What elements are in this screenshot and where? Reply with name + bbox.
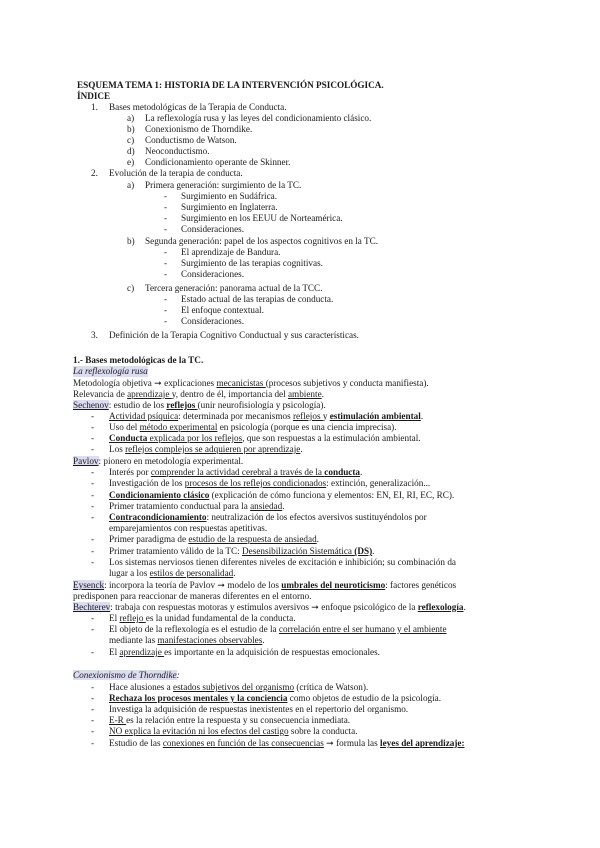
text-run: (explicación de cómo funciona y elementos: EN, EI, RI, EC, RC). [209,490,455,500]
text-run: (unir neurofisiología y psicología). [197,400,326,410]
bullet-dash: - [91,467,95,477]
paragraph-line [73,456,243,467]
text-run: : extinción, generalización... [326,478,431,488]
index-item: Evolución de la terapia de conducta. [109,168,243,178]
paragraph-line [73,378,429,389]
text-run: Primer tratamiento válido de la TC: [109,546,243,556]
bullet-dash: - [164,213,168,223]
text-run: . [321,389,324,399]
text-run: : pionero en metodología experimental. [98,456,244,466]
text-run: es la unidad fundamental de la conducta. [145,613,296,623]
underlined-term: Actividad psíquica [109,411,179,421]
underlined-term: ambiente [287,389,322,399]
key-term: estimulación ambiental [329,411,421,421]
index-subsubitem: Consideraciones. [181,224,245,234]
text-run: Hace alusiones a [109,682,174,692]
text-run: : estudio de los [108,400,167,410]
text-run: , que son respuestas a la estimulación ambiental. [242,433,421,443]
bullet-dash: - [91,501,95,511]
bullet-item [109,478,430,489]
index-subitem: Conexionismo de Thorndike. [145,124,253,134]
index-letter: a) [127,113,135,123]
text-run: . [360,467,363,477]
bullet-item [109,490,454,501]
text-run: El [109,613,120,623]
bullet-dash: - [164,224,168,234]
section-heading: 1.- Bases metodológicas de la TC. [73,355,204,365]
index-subitem: Segunda generación: papel de los aspectos cognitivos en la TC. [145,236,379,246]
text-run: y [322,411,330,421]
bullet-dash: - [91,693,95,703]
index-number: 2. [91,168,98,178]
text-run: Los [109,444,126,454]
index-subitem: La reflexología rusa y las leyes del condicionamiento clásico. [145,113,372,123]
bullet-item [109,467,362,478]
text-run: Primer tratamiento conductual para la [109,501,251,511]
text-run: : determinada por mecanismos [178,411,293,421]
text-run: Uso del [109,422,140,432]
bullet-dash: - [91,738,95,748]
text-run: . [463,602,466,612]
index-letter: d) [127,146,135,156]
text-run: ➞ formula las [323,738,381,748]
index-letter: a) [127,180,135,190]
text-run: sobre la conducta. [288,726,358,736]
bullet-dash: - [164,247,168,257]
text-run: (procesos subjetivos y conducta manifiesta). [265,378,429,388]
key-term: (DS) [354,546,373,556]
bullet-item [109,715,350,726]
index-subsubitem: Surgimiento en los EEUU de Norteamérica. [181,213,343,223]
bullet-item [109,682,368,693]
text-run: lugar a los [109,568,150,578]
text-run: (crítica de Watson). [294,682,369,692]
text-run: . [300,444,303,454]
index-letter: b) [127,236,135,246]
author-name: Pavlov [73,456,99,466]
text-run: mediante las [109,635,158,645]
bullet-dash: - [91,478,95,488]
bullet-dash: - [91,682,95,692]
bullet-dash: - [164,294,168,304]
bullet-item [109,422,397,433]
bullet-continuation [109,568,236,579]
bullet-dash: - [91,411,95,421]
paragraph-line [73,602,466,613]
paragraph-line: predisponen para reaccionar de maneras diferentes en el entorno. [73,591,312,601]
text-run: El [109,647,120,657]
bullet-item: Investiga la adquisición de respuestas inexistentes en el repertorio del organismo. [109,704,409,714]
key-term: umbrales del neuroticismo [281,580,386,590]
key-term: Rechaza los procesos mentales y la conciencia [109,693,288,703]
index-subsubitem: Estado actual de las terapias de conducta. [181,294,334,304]
key-term: Conducta [109,433,148,443]
key-term: reflejos [166,400,198,410]
underlined-term: estudio de la respuesta de ansiedad [188,534,317,544]
index-letter: b) [127,124,135,134]
key-term: leyes del aprendizaje: [380,738,465,748]
underlined-term: Desensibilización Sistemática [242,546,355,556]
bullet-item [109,411,423,422]
text-run: como objetos de estudio de la psicología. [287,693,442,703]
bullet-dash: - [91,512,95,522]
index-subsubitem: El aprendizaje de Bandura. [181,247,281,257]
underlined-term: aprendizaje [127,389,172,399]
bullet-item: Los sistemas nerviosos tienen diferentes niveles de excitación e inhibición; su combinación da [109,557,456,567]
author-name: Eysenck [73,580,105,590]
text-run: . [262,635,265,645]
index-letter: e) [127,157,135,167]
index-number: 3. [91,330,98,340]
subsection-heading: La reflexología rusa [73,366,148,376]
index-subitem: Tercera generación: panorama actual de la TCC. [145,283,323,293]
text-run: : neutralización de los efectos aversivos sustituyéndolos por [206,512,427,522]
bullet-item [109,613,296,624]
text-run: . [420,411,424,421]
bullet-dash: - [91,715,95,725]
index-subitem: Conductismo de Watson. [145,135,237,145]
text-run: Interés por [109,467,151,477]
bullet-item [109,534,319,545]
bullet-dash: - [91,444,95,454]
bullet-dash: - [91,726,95,736]
bullet-dash: - [91,433,95,443]
bullet-dash: - [91,422,95,432]
author-name: Sechenov [73,400,109,410]
bullet-dash: - [91,704,95,714]
bullet-item [109,433,421,444]
key-term: conducta [324,467,361,477]
index-heading: ÍNDICE [77,91,111,101]
text-run: y, dentro de él, importancia del [171,389,288,399]
index-subitem: Condicionamiento operante de Skinner. [145,157,291,167]
paragraph-line [73,400,326,411]
index-subsubitem: Consideraciones. [181,269,245,279]
subsection-title: Conexionismo de Thorndike [73,670,177,680]
index-subitem: Neoconductismo. [145,146,210,156]
text-run: : [176,670,180,680]
index-letter: c) [127,283,135,293]
subsection-heading [73,670,180,681]
index-subsubitem: Surgimiento de las terapias cognitivas. [181,258,323,268]
underlined-term: reflejos complejos se adquieren por aprendizaje [125,444,301,454]
underlined-term: explicada por los reflejos [147,433,243,443]
bullet-item [109,501,285,512]
bullet-item [109,546,374,557]
text-run: Relevancia de [73,389,128,399]
index-number: 1. [91,102,98,112]
bullet-dash: - [164,191,168,201]
bullet-dash: - [91,546,95,556]
author-name: Bechterev [73,602,111,612]
underlined-term: manifestaciones observables [157,635,263,645]
underlined-term: reflejos [292,411,323,421]
text-run: en psicología (porque es una ciencia imprecisa). [217,422,397,432]
text-run: . [233,568,236,578]
underlined-term: correlación entre el ser humano y el ambiente [278,624,447,634]
underlined-term: NO explica la evitación ni los efectos del castigo [109,726,289,736]
bullet-item [109,512,427,523]
text-run: . [282,501,285,511]
bullet-item [109,693,441,704]
bullet-dash: - [91,534,95,544]
underlined-term: ansiedad [250,501,283,511]
index-subsubitem: Surgimiento en Inglaterra. [181,202,278,212]
underlined-term: estados subjetivos del organismo [173,682,295,692]
bullet-continuation [109,635,265,646]
bullet-dash: - [91,647,95,657]
underlined-term: aprendizaje [119,647,165,657]
index-subitem: Primera generación: surgimiento de la TC. [145,180,302,190]
bullet-dash: - [91,613,95,623]
text-run: : trabaja con respuestas motoras y estímulos aversivos ➞ enfoque psicológico de la [110,602,418,612]
bullet-dash: - [164,258,168,268]
text-run: . [372,546,375,556]
text-run: Estudio de las [109,738,163,748]
text-run: es importante en la adquisición de respuestas emocionales. [164,647,380,657]
document-title: ESQUEMA TEMA 1: HISTORIA DE LA INTERVENCIÓN PSICOLÓGICA. [77,80,384,90]
bullet-item [109,726,358,737]
key-term: Condicionamiento clásico [109,490,210,500]
index-subsubitem: El enfoque contextual. [181,305,264,315]
bullet-dash: - [91,624,95,634]
key-term: reflexología [417,602,464,612]
bullet-item [109,444,303,455]
paragraph-line [73,389,324,400]
bullet-dash: - [164,316,168,326]
underlined-term: E-R [109,715,127,725]
key-term: Contracondicionamiento [109,512,207,522]
bullet-dash: - [164,269,168,279]
underlined-term: método experimental [139,422,218,432]
bullet-dash: - [91,490,95,500]
bullet-continuation: emparejamientos con respuestas apetitivas. [109,523,268,533]
text-run: Primer paradigma de [109,534,189,544]
bullet-dash: - [91,557,95,567]
index-subsubitem: Consideraciones. [181,316,245,326]
underlined-term: reflejo [119,613,146,623]
text-run: : incorpora la teoría de Pavlov ➞ modelo de los [104,580,282,590]
underlined-term: conexiones en función de las consecuencias [162,738,324,748]
bullet-item [109,647,380,658]
index-item: Bases metodológicas de la Terapia de Conducta. [109,102,287,112]
text-run: : factores genéticos [385,580,457,590]
text-run: . [316,534,319,544]
bullet-dash: - [164,305,168,315]
bullet-dash: - [164,202,168,212]
underlined-term: comprender la actividad cerebral a través de la [150,467,325,477]
index-item: Definición de la Terapia Cognitivo Conductual y sus características. [109,330,359,340]
underlined-term: estilos de personalidad [149,568,234,578]
paragraph-line [73,580,456,591]
index-letter: c) [127,135,135,145]
index-subsubitem: Surgimiento en Sudáfrica. [181,191,278,201]
text-run: es la relación entre la respuesta y su consecuencia inmediata. [126,715,351,725]
bullet-item [109,738,465,749]
bullet-item [109,624,447,635]
text-run: Metodología objetiva ➞ explicaciones [73,378,217,388]
underlined-term: procesos de los reflejos condicionados [184,478,327,488]
text-run: El objeto de la reflexología es el estudio de la [109,624,279,634]
text-run: Investigación de los [109,478,185,488]
underlined-term: mecanicistas [216,378,266,388]
